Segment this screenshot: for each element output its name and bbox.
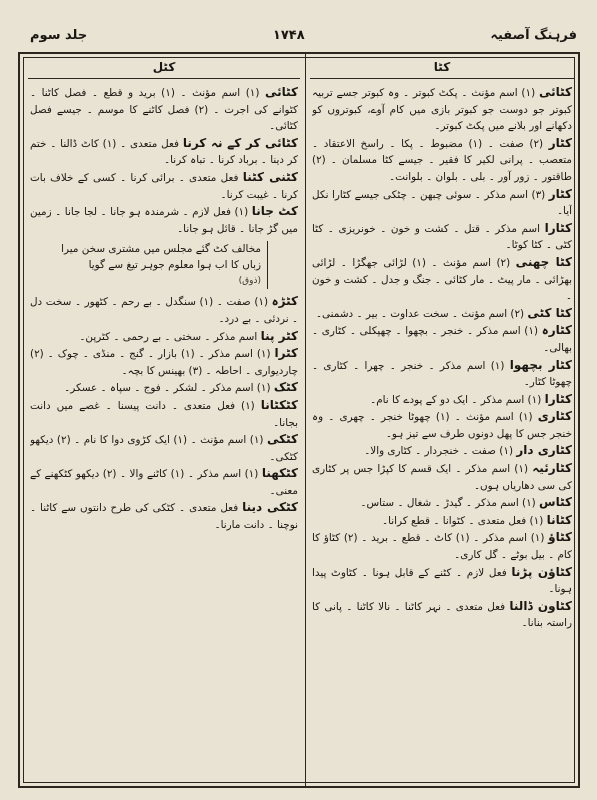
left-column-heading: کٹل [28,60,300,79]
headword: کٹارا [544,391,572,406]
definition: فعل متعدی ۔ کٹکی کی طرح دانتوں سے کاٹنا ۔ نوچنا ۔ دانت مارنا۔ [30,502,298,532]
left-column [30,84,298,778]
definition: اسم مذکر ۔ سختی ۔ بے رحمی ۔ کٹرپن۔ [79,330,258,343]
definition: (۱) اسم مذکر ۔ خنجر ۔ بچھوا ۔ چھپکلی ۔ کٹاری ۔ بھالی۔ [312,325,572,354]
definition: (۱) اسم مذکر ۔ (۱) کاٹنے والا ۔ (۲) دیکھو کٹکھنے کے معنی۔ [30,468,298,497]
verse-poet: (ذوق) [238,276,261,287]
page-number: ۱۷۴۸ [272,27,305,43]
headword: کٹا کٹی [527,305,572,320]
headword: کٹاؤ [548,530,572,545]
entry [30,293,298,327]
entry [312,391,572,409]
headword: کٹا چھنی [515,254,572,269]
entry [312,357,572,391]
definition: (۳) اسم مذکر ۔ سوئی چبھن ۔ چٹکی جیسے کٹارا نکل آیا۔ [312,188,572,218]
verse-line: زباں کا اب ہوا معلوم جوہر تیغ سے گویا [88,259,261,272]
headword: کٹکی دینا [242,500,298,515]
entry [30,135,298,169]
entry [312,598,572,632]
headword: کٹ جانا [251,204,298,219]
definition: (۱) اسم مؤنث ۔ (۱) چھوٹا خنجر ۔ چھری ۔ وہ خنجر جس کا پھل دونوں طرف سے تیز ہو۔ [312,411,572,440]
right-column-heading: کٹا [310,60,574,79]
entry [312,220,572,254]
entry [312,494,572,512]
entry [30,203,298,237]
headword: کٹکٹانا [260,397,298,412]
headword: کٹارہ [541,323,572,338]
headword: کٹار [548,135,572,150]
headword: کٹاؤن پڑنا [511,564,572,579]
definition: (۱) اسم مؤنث ۔ (۱) برید و قطع ۔ فصل کاٹنا ۔ کٹوانے کی اجرت ۔ (۲) فصل کاٹنے کا موسم ۔ جیسے فصل کٹائی۔ [30,87,298,133]
headword: کٹڑہ [271,294,298,309]
definition: فعل متعدی ۔ برائی کرنا ۔ کسی کے خلاف بات کرنا ۔ غیبت کرنا۔ [30,171,298,201]
headword: کٹرا [274,346,298,361]
headword: کٹار [548,186,572,201]
entry [30,465,298,499]
definition: (۱) اسم مذکر ۔ ایک دو کے پودے کا نام۔ [370,393,542,406]
headword: کٹائی کر کے نہ کرنا [182,135,298,150]
entry [312,460,572,494]
definition: (۱) صفت ۔ خنجردار ۔ کٹاری والا۔ [364,445,514,458]
definition: (۱) اسم مذکر ۔ (۱) بازار ۔ گنج ۔ منڈی ۔ چوک ۔ (۲) چاردیواری ۔ احاطہ ۔ (۳) بھینس کا بچہ۔ [30,348,298,377]
headword: کٹارئیہ [532,461,572,476]
headword: کٹاری دار [516,443,572,458]
headword: کٹائی [264,85,298,99]
definition: (۱) فعل متعدی ۔ دانت پیسنا ۔ غصے میں دانت بجانا۔ [30,399,298,429]
headword: کٹار بچھوا [509,357,572,372]
verse-quote [30,241,268,289]
entry [30,169,298,203]
page-header [30,22,577,48]
definition: (۱) صفت ۔ (۱) سنگدل ۔ بے رحم ۔ کٹھور ۔ سخت دل ۔ نردئی ۔ بے درد۔ [30,296,298,325]
entry [30,84,298,135]
headword: کٹاس [539,495,572,510]
entry [30,397,298,431]
entry [312,135,572,186]
definition: (۱) اسم مذکر ۔ ایک قسم کا کپڑا جس پر کٹاری کی سی دھاریاں ہوں۔ [312,463,572,492]
headword: کٹک [273,380,298,395]
entry [312,84,572,135]
definition: (۲) صفت ۔ (۱) مضبوط ۔ پکا ۔ راسخ الاعتقاد ۔ متعصب ۔ پرانی لکیر کا فقیر ۔ جیسے کٹا مسلمان ۔ (۲) طاقتور ۔ زور آور ۔ بلی ۔ بلوان ۔ بلوانت۔ [312,137,572,183]
definition: فعل متعدی ۔ نہر کاٹنا ۔ نالا کاٹنا ۔ پانی کا راستہ بنانا۔ [312,600,572,630]
entry [30,379,298,397]
headword: کٹکھنا [261,466,298,481]
entry [312,442,572,460]
right-column [312,84,572,778]
entry [312,322,572,356]
definition: (۱) اسم مؤنث ۔ پکٹ کبوتر ۔ وہ کبوتر جسے تربیہ کبوتر جو دوست جو کبوتر بازی میں کام آوے، کبوتروں کو دکھانے اور بلانے میں پکٹ کبوتر۔ [312,87,572,133]
definition: (۱) اسم مؤنث ۔ (۱) ایک کڑوی دوا کا نام ۔ (۲) دیکھو کٹکی۔ [30,434,298,463]
entry [312,305,572,323]
entry [312,408,572,442]
definition: (۱) اسم مذکر ۔ خنجر ۔ چھرا ۔ کٹاری ۔ چھوٹا کٹار۔ [312,359,572,389]
entry [312,512,572,530]
definition: (۲) اسم مؤنث ۔ (۱) لڑائی جھگڑا ۔ لڑائی بھڑائی ۔ مار پیٹ ۔ مار کٹائی ۔ جنگ و جدل ۔ کشت و خون ۔ [312,256,572,303]
volume-label: جلد سوم [30,27,88,43]
entry [30,431,298,465]
entry [312,529,572,563]
definition: (۱) فعل لازم ۔ شرمندہ ہو جانا ۔ لجا جانا ۔ زمین میں گڑ جانا ۔ قائل ہو جانا۔ [30,206,298,235]
definition: (۱) اسم مذکر ۔ (۱) کاٹ ۔ قطع ۔ برید ۔ (۲) کٹاؤ کا کام ۔ بیل بوٹے ۔ گل کاری۔ [312,532,572,562]
column-divider [305,54,306,786]
headword: کٹارا [544,220,572,235]
headword: کٹاون ڈالنا [509,598,572,613]
verse-line: مخالف کٹ گئے مجلس میں مشتری سخن میرا [61,243,261,256]
definition: (۱) فعل متعدی ۔ کٹوانا ۔ قطع کرانا۔ [381,514,544,527]
headword: کٹاری [537,409,572,424]
headword: کٹر پنا [260,328,298,343]
entry [312,186,572,220]
headword: کٹائی [538,85,572,99]
entry [30,328,298,346]
definition: (۱) اسم مذکر ۔ گیدڑ ۔ شغال ۔ ستاس۔ [360,497,536,510]
definition: فعل متعدی ۔ (۱) کاٹ ڈالنا ۔ ختم کر دینا ۔ برباد کرنا ۔ تباہ کرنا۔ [30,137,298,167]
entry [30,499,298,533]
entry [312,564,572,598]
entry [30,345,298,379]
definition: (۱) اسم مذکر ۔ لشکر ۔ فوج ۔ سپاہ ۔ عسکر۔ [64,382,271,395]
definition: اسم مذکر ۔ قتل ۔ کشت و خون ۔ خونریزی ۔ کٹا کٹی ۔ کٹا کوٹا۔ [312,222,572,252]
headword: کٹنی کٹنا [242,169,298,184]
definition: فعل لازم ۔ کٹنے کے قابل ہونا ۔ کٹاوٹ پیدا ہونا۔ [312,566,572,596]
definition: (۲) اسم مؤنث ۔ سخت عداوت ۔ بیر ۔ دشمنی۔ [315,307,525,320]
headword: کٹکی [266,432,298,447]
entry [312,254,572,305]
text-frame [18,52,580,788]
dictionary-title: فرہنگ آصفیہ [490,27,577,43]
headword: کٹانا [546,512,572,527]
